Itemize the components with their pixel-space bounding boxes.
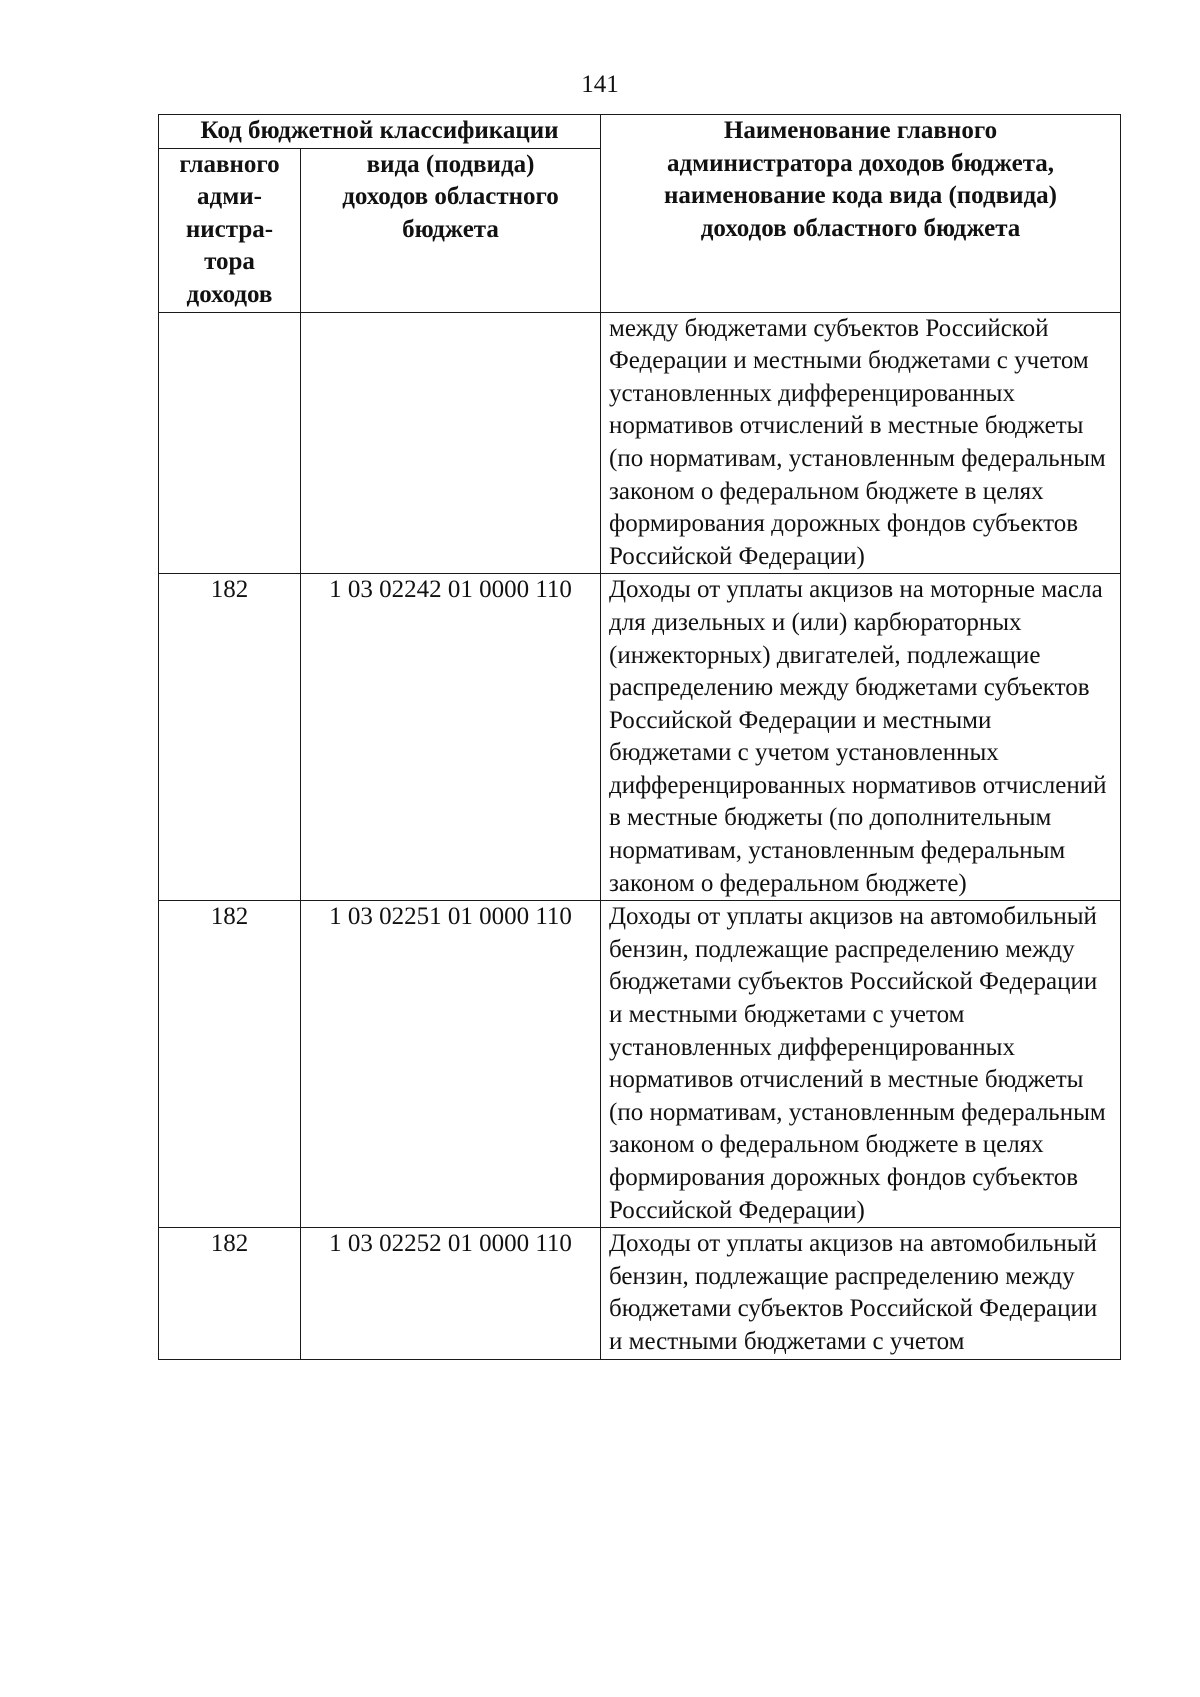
table-row: [159, 901, 1121, 1228]
header-admin-line: нистра-: [185, 215, 274, 243]
income-type-code-cell: [301, 312, 601, 574]
page-number: 141: [581, 71, 619, 98]
admin-code-cell: 182: [159, 901, 301, 1228]
income-type-code-cell: 1 03 02242 01 0000 110: [301, 574, 601, 901]
header-admin-line: доходов: [186, 280, 273, 308]
admin-code-cell: 182: [159, 1228, 301, 1359]
table-header-row-group: [159, 115, 1121, 149]
header-name-line: Наименование главного: [723, 117, 998, 144]
table-row: [159, 574, 1121, 901]
income-name-cell: между бюджетами субъектов Российской Федерации и местными бюджетами с учетом установленных дифференцированных нормативов отчислений в местные бюджеты (по нормативам, установленным федеральным законом о федеральном бюджете в целях формирования дорожных фондов субъектов Российской Федерации): [601, 312, 1121, 574]
admin-code-cell: 182: [159, 574, 301, 901]
income-name-cell: Доходы от уплаты акцизов на автомобильный бензин, подлежащие распределению между бюджетами субъектов Российской Федерации и местными бюджетами с учетом установленных дифференцированных нормативов отчислений в местные бюджеты (по нормативам, установленным федеральным законом о федеральном бюджете в целях формирования дорожных фондов субъектов Российской Федерации): [601, 901, 1121, 1228]
header-admin-line: тора: [204, 248, 255, 276]
income-name-cell: Доходы от уплаты акцизов на моторные масла для дизельных и (или) карбюраторных (инжекторных) двигателей, подлежащие распределению между бюджетами субъектов Российской Федерации и местными бюджетами с учетом установленных дифференцированных нормативов отчислений в местные бюджеты (по дополнительным нормативам, установленным федеральным законом о федеральном бюджете): [601, 574, 1121, 901]
header-admin-line: адми-: [197, 183, 262, 211]
header-name-column: [601, 115, 1121, 313]
table-row: [159, 1228, 1121, 1359]
header-admin-line: главного: [179, 150, 280, 178]
header-name-line: администратора доходов бюджета,: [666, 149, 1055, 177]
header-code-line: вида (подвида): [366, 150, 535, 178]
header-name-line: наименование кода вида (подвида): [664, 182, 1057, 210]
header-code-line: бюджета: [402, 215, 499, 243]
income-type-code-cell: 1 03 02252 01 0000 110: [301, 1228, 601, 1359]
header-code-line: доходов областного: [342, 183, 559, 211]
header-admin-column: [159, 148, 301, 312]
admin-code-cell: [159, 312, 301, 574]
header-code-column: [301, 148, 601, 312]
header-budget-classification-code: Код бюджетной классификации: [159, 115, 601, 149]
header-name-line: доходов областного бюджета: [700, 214, 1021, 242]
budget-classification-table: [158, 114, 1121, 1360]
income-type-code-cell: 1 03 02251 01 0000 110: [301, 901, 601, 1228]
income-name-cell: Доходы от уплаты акцизов на автомобильный бензин, подлежащие распределению между бюджетами субъектов Российской Федерации и местными бюджетами с учетом: [601, 1228, 1121, 1359]
table-row: [159, 312, 1121, 574]
